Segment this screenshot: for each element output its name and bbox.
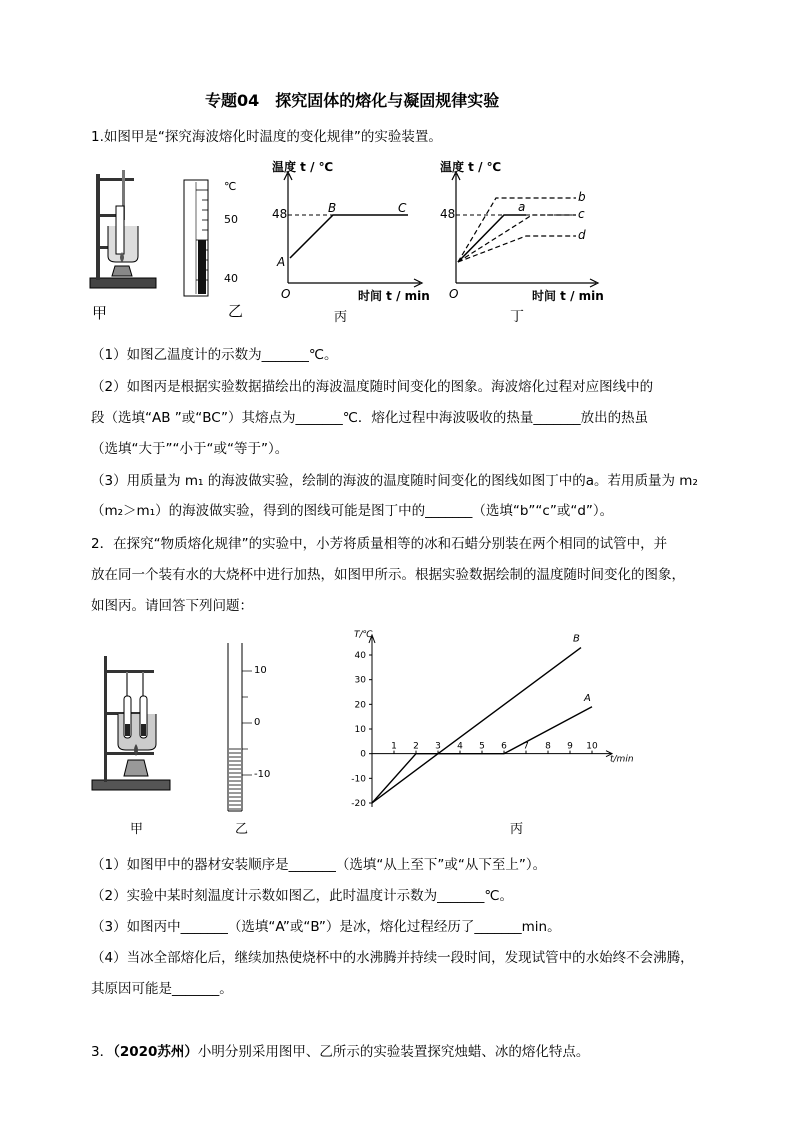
x-tick-label: 4 bbox=[457, 741, 463, 752]
q1-thermometer-unit: ℃ bbox=[224, 180, 237, 193]
q1-thermometer-tick-40: 40 bbox=[224, 272, 238, 285]
q1-s2a: （2）如图丙是根据实验数据描绘出的海波温度随时间变化的图象。海波熔化过程对应图线中的 bbox=[91, 379, 654, 395]
q1-fig-label-jia: 甲 bbox=[92, 304, 108, 322]
q1-ding-curve-d bbox=[458, 236, 576, 262]
q1-ding-curve-b bbox=[458, 198, 576, 262]
series-label-B: B bbox=[573, 633, 580, 645]
q2-s4a: （4）当冰全部熔化后，继续加热使烧杯中的水沸腾并持续一段时间，发现试管中的水始终不会沸腾， bbox=[91, 950, 694, 966]
y-tick-label: 10 bbox=[354, 725, 366, 735]
q1-intro: 1.如图甲是“探究海波熔化时温度的变化规律”的实验装置。 bbox=[91, 129, 442, 145]
q3-source-tag: （2020苏州） bbox=[113, 1044, 198, 1060]
q1-ding-lab-d: d bbox=[578, 228, 586, 242]
q1-fig-label-bing: 丙 bbox=[334, 310, 348, 325]
q2-thermometer-tick-minus10: -10 bbox=[254, 769, 271, 780]
q2-intro-c: 如图丙。请回答下列问题： bbox=[91, 598, 253, 614]
q2-apparatus-figure bbox=[90, 652, 178, 798]
x-tick-label: 5 bbox=[479, 741, 485, 752]
y-tick-label: 20 bbox=[354, 700, 366, 711]
q1-ding-y48: 48 bbox=[440, 207, 456, 221]
page-title: 专题04 探究固体的熔化与凝固规律实验 bbox=[205, 91, 500, 110]
q1-bing-ylabel: 温度 t / ℃ bbox=[272, 160, 334, 174]
y-tick-label: -20 bbox=[351, 799, 366, 809]
q2-s4b: 其原因可能是_______。 bbox=[91, 981, 233, 997]
q1-bing-point-b: B bbox=[328, 201, 337, 215]
q1-thermometer-tick-50: 50 bbox=[224, 213, 238, 226]
q1-fig-label-yi: 乙 bbox=[228, 302, 244, 320]
x-tick-label: 6 bbox=[501, 741, 507, 752]
x-tick-label: 8 bbox=[545, 741, 551, 752]
q1-bing-y48: 48 bbox=[272, 207, 288, 221]
q1-ding-lab-a: a bbox=[518, 200, 526, 214]
q1-s2b: 段（选填“AB ”或“BC”）其熔点为_______℃．熔化过程中海波吸收的热量_______放出的热虽 bbox=[91, 410, 649, 426]
x-axis-label: t/min bbox=[610, 754, 634, 765]
x-tick-label: 10 bbox=[586, 741, 598, 752]
series-line-B bbox=[372, 648, 581, 803]
q2-thermometer-tick-10: 10 bbox=[254, 665, 267, 676]
q1-fig-label-ding: 丁 bbox=[510, 309, 524, 325]
x-tick-label: 2 bbox=[413, 741, 419, 752]
y-tick-label: -10 bbox=[351, 774, 366, 785]
q1-apparatus-figure bbox=[88, 168, 160, 300]
q2-s2: （2）实验中某时刻温度计示数如图乙，此时温度计示数为_______℃。 bbox=[91, 888, 513, 904]
q2-chart-bing bbox=[340, 625, 640, 815]
q1-bing-xlabel: 时间 t / min bbox=[358, 289, 430, 303]
y-tick-label: 0 bbox=[360, 749, 366, 760]
q3-text: 小明分别采用图甲、乙所示的实验装置探究烛蜡、冰的熔化特点。 bbox=[197, 1044, 590, 1060]
q1-s1: （1）如图乙温度计的示数为_______℃。 bbox=[91, 347, 338, 363]
q1-s3b: （m₂＞m₁）的海波做实验，得到的图线可能是图丁中的_______（选填“b”“c”或“d”）。 bbox=[91, 503, 614, 519]
q2-thermometer-tick-0: 0 bbox=[254, 717, 261, 728]
q1-ding-ylabel: 温度 t / ℃ bbox=[440, 160, 502, 174]
q2-thermometer-liquid bbox=[229, 747, 241, 810]
q1-ding-lab-b: b bbox=[578, 190, 586, 204]
q1-s3a: （3）用质量为 m₁ 的海波做实验，绘制的海波的温度随时间变化的图线如图丁中的a。若用质量为 m₂ bbox=[91, 473, 698, 489]
q2-s1: （1）如图甲中的器材安装顺序是_______（选填“从上至下”或“从下至上”）。 bbox=[91, 857, 547, 873]
x-tick-label: 9 bbox=[567, 741, 573, 752]
x-tick-label: 3 bbox=[435, 741, 441, 752]
x-tick-label: 1 bbox=[391, 741, 397, 752]
q1-ding-lab-c: c bbox=[578, 207, 585, 221]
q2-fig-label-jia: 甲 bbox=[130, 822, 144, 837]
q2-intro-b: 放在同一个装有水的大烧杯中进行加热，如图甲所示。根据实验数据绘制的温度随时间变化的图象， bbox=[91, 567, 685, 583]
q1-graph-bing bbox=[268, 158, 428, 298]
q1-thermometer-mercury bbox=[198, 240, 206, 294]
y-tick-label: 30 bbox=[354, 675, 366, 686]
q2-s3: （3）如图丙中_______（选填“A”或“B”）是冰，熔化过程经历了_______min。 bbox=[91, 919, 561, 935]
y-tick-label: 40 bbox=[354, 651, 366, 661]
q1-s2c: （选填“大于”“小于“或“等于”）。 bbox=[91, 441, 289, 457]
q1-bing-point-c: C bbox=[398, 201, 407, 215]
x-tick-label: 7 bbox=[523, 741, 529, 752]
q2-intro-a: 2．在探究“物质熔化规律”的实验中，小芳将质量相等的冰和石蜡分别装在两个相同的试管中，并 bbox=[91, 536, 668, 552]
q1-bing-origin: O bbox=[281, 287, 291, 301]
q1-ding-origin: O bbox=[449, 287, 459, 301]
q2-fig-label-bing: 丙 bbox=[510, 822, 524, 837]
q1-graph-bing-curve bbox=[290, 215, 408, 258]
q3-line bbox=[91, 1040, 589, 1060]
q3-number: 3． bbox=[91, 1044, 114, 1060]
y-axis-label: T/℃ bbox=[354, 630, 373, 640]
series-label-A: A bbox=[584, 692, 591, 704]
q2-fig-label-yi: 乙 bbox=[235, 822, 249, 837]
q1-bing-point-a: A bbox=[277, 255, 286, 269]
q1-ding-xlabel: 时间 t / min bbox=[532, 289, 604, 303]
